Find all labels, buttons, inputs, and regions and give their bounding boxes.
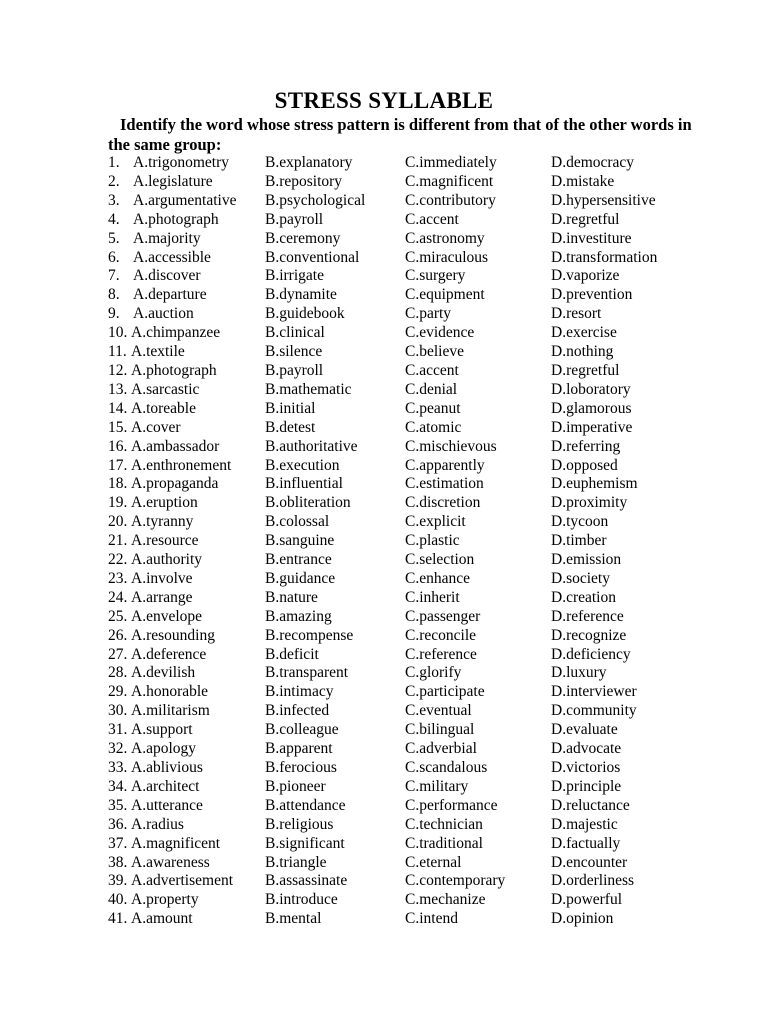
question-row: [108, 457, 728, 476]
option-c: C.reference: [405, 645, 477, 663]
option-d: D.mistake: [551, 172, 615, 190]
option-d: D.interviewer: [551, 683, 637, 701]
option-d: D.prevention: [551, 286, 633, 304]
option-c: C.surgery: [405, 267, 466, 285]
option-a: A.awareness: [131, 853, 210, 871]
question-number: 25.: [108, 607, 128, 625]
question-number: 30.: [108, 702, 128, 720]
question-number: 32.: [108, 740, 128, 758]
option-a: A.departure: [133, 286, 207, 304]
option-b: B.guidebook: [265, 305, 345, 323]
option-a: A.envelope: [131, 607, 203, 625]
option-b: B.transparent: [265, 664, 349, 682]
question-row: [108, 513, 728, 532]
option-a: A.apology: [131, 740, 197, 758]
option-a: A.photograph: [133, 210, 219, 228]
question-number: 9.: [108, 305, 120, 323]
option-d: D.resort: [551, 305, 602, 323]
option-c: C.reconcile: [405, 626, 477, 644]
option-d: D.advocate: [551, 740, 622, 758]
option-d: D.opinion: [551, 910, 614, 928]
option-d: D.proximity: [551, 494, 628, 512]
question-row: [108, 362, 728, 381]
option-a: A.discover: [133, 267, 201, 285]
option-a: A.magnificent: [131, 834, 221, 852]
question-row: [108, 608, 728, 627]
option-c: C.adverbial: [405, 740, 477, 758]
option-d: D.principle: [551, 777, 622, 795]
option-d: D.timber: [551, 532, 607, 550]
option-b: B.detest: [265, 418, 316, 436]
option-c: C.selection: [405, 551, 475, 569]
question-row: [108, 570, 728, 589]
option-b: B.payroll: [265, 361, 324, 379]
option-a: A.textile: [131, 343, 185, 361]
option-c: C.military: [405, 777, 469, 795]
question-row: [108, 249, 728, 268]
option-b: B.assassinate: [265, 872, 348, 890]
option-d: D.hypersensitive: [551, 191, 656, 209]
option-a: A.honorable: [131, 683, 209, 701]
option-a: A.cover: [131, 418, 181, 436]
option-d: D.recognize: [551, 626, 627, 644]
question-number: 14.: [108, 399, 128, 417]
option-a: A.photograph: [131, 361, 217, 379]
option-b: B.ferocious: [265, 759, 337, 776]
option-a: A.amount: [131, 910, 193, 928]
question-row: [108, 286, 728, 305]
question-row: [108, 551, 728, 570]
question-number: 22.: [108, 551, 128, 569]
question-number: 6.: [108, 248, 120, 266]
question-number: 16.: [108, 437, 128, 455]
question-number: 1.: [108, 154, 120, 171]
question-number: 33.: [108, 759, 128, 776]
question-row: [108, 910, 728, 929]
option-d: D.community: [551, 702, 637, 720]
option-d: D.orderliness: [551, 872, 635, 890]
option-d: D.emission: [551, 551, 622, 569]
option-b: B.repository: [265, 172, 343, 190]
option-c: C.estimation: [405, 475, 484, 493]
question-number: 39.: [108, 872, 128, 890]
option-a: A.arrange: [131, 588, 193, 606]
option-c: C.equipment: [405, 286, 485, 304]
option-d: D.imperative: [551, 418, 633, 436]
option-a: A.chimpanzee: [131, 324, 221, 342]
question-row: [108, 419, 728, 438]
option-b: B.intimacy: [265, 683, 334, 701]
question-number: 21.: [108, 532, 128, 550]
option-c: C.mechanize: [405, 891, 486, 909]
option-a: A.trigonometry: [133, 154, 229, 171]
question-number: 3.: [108, 191, 120, 209]
option-c: C.explicit: [405, 513, 466, 531]
question-number: 24.: [108, 588, 128, 606]
question-number: 15.: [108, 418, 128, 436]
page-title: STRESS SYLLABLE: [274, 88, 494, 113]
option-b: B.guidance: [265, 569, 336, 587]
option-b: B.colossal: [265, 513, 330, 531]
question-row: [108, 154, 728, 173]
option-d: D.factually: [551, 834, 621, 852]
option-d: D.nothing: [551, 343, 614, 361]
option-a: A.eruption: [131, 494, 198, 512]
option-d: D.vaporize: [551, 267, 620, 285]
option-c: C.peanut: [405, 399, 461, 417]
option-c: C.miraculous: [405, 248, 489, 266]
option-b: B.obliteration: [265, 494, 351, 512]
question-row: [108, 740, 728, 759]
option-b: B.initial: [265, 399, 316, 417]
option-b: B.irrigate: [265, 267, 324, 285]
option-b: B.attendance: [265, 796, 346, 814]
option-b: B.nature: [265, 588, 318, 606]
option-c: C.evidence: [405, 324, 475, 342]
option-a: A.involve: [131, 569, 193, 587]
option-c: C.traditional: [405, 834, 483, 852]
question-number: 37.: [108, 834, 128, 852]
option-d: D.democracy: [551, 154, 635, 171]
option-c: C.passenger: [405, 607, 481, 625]
question-row: [108, 305, 728, 324]
question-row: [108, 343, 728, 362]
option-c: C.party: [405, 305, 452, 323]
option-d: D.tycoon: [551, 513, 609, 531]
instructions-text: Identify the word whose stress pattern is different from that of the other words in the same group:: [108, 115, 692, 154]
option-b: B.dynamite: [265, 286, 337, 304]
question-number: 35.: [108, 796, 128, 814]
question-row: [108, 324, 728, 343]
question-number: 5.: [108, 229, 120, 247]
option-b: B.amazing: [265, 607, 332, 625]
option-c: C.bilingual: [405, 721, 475, 739]
question-row: [108, 854, 728, 873]
option-c: C.accent: [405, 361, 459, 379]
option-c: C.magnificent: [405, 172, 494, 190]
option-a: A.advertisement: [131, 872, 234, 890]
question-number: 12.: [108, 361, 128, 379]
question-number: 38.: [108, 853, 128, 871]
option-b: B.ceremony: [265, 229, 341, 247]
option-d: D.reference: [551, 607, 624, 625]
question-number: 27.: [108, 645, 128, 663]
question-row: [108, 211, 728, 230]
option-a: A.resource: [131, 532, 199, 550]
question-row: [108, 532, 728, 551]
option-a: A.support: [131, 721, 193, 739]
question-number: 18.: [108, 475, 128, 493]
option-b: B.sanguine: [265, 532, 335, 550]
question-row: [108, 835, 728, 854]
option-d: D.powerful: [551, 891, 623, 909]
question-row: [108, 589, 728, 608]
option-d: D.luxury: [551, 664, 607, 682]
option-b: B.pioneer: [265, 777, 326, 795]
option-c: C.inherit: [405, 588, 460, 606]
option-d: D.evaluate: [551, 721, 618, 739]
question-row: [108, 646, 728, 665]
option-a: A.enthronement: [131, 456, 232, 474]
question-row: [108, 778, 728, 797]
option-a: A.majority: [133, 229, 201, 247]
option-c: C.intend: [405, 910, 458, 928]
option-a: A.sarcastic: [131, 380, 200, 398]
option-a: A.utterance: [131, 796, 203, 814]
option-a: A.accessible: [133, 248, 211, 266]
option-b: B.significant: [265, 834, 345, 852]
option-b: B.mental: [265, 910, 322, 928]
option-b: B.mathematic: [265, 380, 352, 398]
question-list: [108, 154, 728, 929]
option-d: D.creation: [551, 588, 616, 606]
question-number: 26.: [108, 626, 128, 644]
option-d: D.glamorous: [551, 399, 632, 417]
option-b: B.deficit: [265, 645, 319, 663]
option-a: A.argumentative: [133, 191, 237, 209]
option-c: C.performance: [405, 796, 498, 814]
option-c: C.scandalous: [405, 759, 488, 776]
question-row: [108, 816, 728, 835]
option-d: D.majestic: [551, 815, 618, 833]
option-b: B.silence: [265, 343, 323, 361]
question-row: [108, 494, 728, 513]
question-row: [108, 872, 728, 891]
option-b: B.conventional: [265, 248, 360, 266]
option-b: B.infected: [265, 702, 330, 720]
option-a: A.devilish: [131, 664, 196, 682]
option-a: A.tyranny: [131, 513, 194, 531]
option-a: A.architect: [131, 777, 200, 795]
question-number: 11.: [108, 343, 127, 361]
option-a: A.authority: [131, 551, 203, 569]
option-b: B.execution: [265, 456, 340, 474]
option-d: D.society: [551, 569, 610, 587]
option-c: C.plastic: [405, 532, 460, 550]
question-row: [108, 627, 728, 646]
option-a: A.ambassador: [131, 437, 220, 455]
option-c: C.believe: [405, 343, 464, 361]
option-c: C.eternal: [405, 853, 462, 871]
question-row: [108, 438, 728, 457]
option-c: C.accent: [405, 210, 459, 228]
option-d: D.exercise: [551, 324, 617, 342]
option-a: A.militarism: [131, 702, 210, 720]
question-number: 23.: [108, 569, 128, 587]
option-b: B.psychological: [265, 191, 366, 209]
question-row: [108, 664, 728, 683]
option-c: C.denial: [405, 380, 458, 398]
option-d: D.investiture: [551, 229, 632, 247]
question-row: [108, 475, 728, 494]
question-number: 34.: [108, 777, 128, 795]
question-number: 17.: [108, 456, 128, 474]
option-d: D.opposed: [551, 456, 618, 474]
option-c: C.contemporary: [405, 872, 506, 890]
question-number: 41.: [108, 910, 128, 928]
question-number: 40.: [108, 891, 128, 909]
question-row: [108, 192, 728, 211]
option-c: C.immediately: [405, 154, 497, 171]
question-number: 10.: [108, 324, 128, 342]
question-number: 29.: [108, 683, 128, 701]
option-a: A.toreable: [131, 399, 196, 417]
option-c: C.enhance: [405, 569, 470, 587]
option-c: C.eventual: [405, 702, 472, 720]
option-c: C.astronomy: [405, 229, 485, 247]
option-d: D.deficiency: [551, 645, 631, 663]
option-c: C.technician: [405, 815, 483, 833]
option-d: D.regretful: [551, 361, 620, 379]
option-d: D.reluctance: [551, 796, 630, 814]
question-number: 2.: [108, 172, 120, 190]
option-c: C.participate: [405, 683, 485, 701]
question-row: [108, 721, 728, 740]
option-d: D.referring: [551, 437, 621, 455]
option-b: B.introduce: [265, 891, 338, 909]
option-c: C.mischievous: [405, 437, 497, 455]
question-number: 31.: [108, 721, 128, 739]
option-b: B.clinical: [265, 324, 325, 342]
question-row: [108, 173, 728, 192]
option-b: B.payroll: [265, 210, 324, 228]
option-c: C.discretion: [405, 494, 481, 512]
option-a: A.resounding: [131, 626, 215, 644]
option-a: A.ablivious: [131, 759, 203, 776]
option-a: A.auction: [133, 305, 194, 323]
question-number: 4.: [108, 210, 120, 228]
option-d: D.victorios: [551, 759, 621, 776]
option-b: B.apparent: [265, 740, 333, 758]
question-row: [108, 891, 728, 910]
question-number: 19.: [108, 494, 128, 512]
option-b: B.religious: [265, 815, 334, 833]
option-b: B.explanatory: [265, 154, 353, 171]
question-number: 28.: [108, 664, 128, 682]
option-b: B.entrance: [265, 551, 332, 569]
option-a: A.propaganda: [131, 475, 219, 493]
option-c: C.glorify: [405, 664, 462, 682]
option-d: D.loboratory: [551, 380, 631, 398]
question-row: [108, 797, 728, 816]
option-d: D.euphemism: [551, 475, 638, 493]
option-b: B.influential: [265, 475, 343, 493]
question-row: [108, 230, 728, 249]
question-number: 20.: [108, 513, 128, 531]
question-row: [108, 702, 728, 721]
option-a: A.property: [131, 891, 199, 909]
question-number: 36.: [108, 815, 128, 833]
question-number: 7.: [108, 267, 120, 285]
option-d: D.regretful: [551, 210, 620, 228]
option-d: D.transformation: [551, 248, 658, 266]
question-row: [108, 400, 728, 419]
question-row: [108, 267, 728, 286]
question-number: 13.: [108, 380, 128, 398]
option-c: C.contributory: [405, 191, 496, 209]
option-b: B.triangle: [265, 853, 327, 871]
option-b: B.recompense: [265, 626, 354, 644]
option-a: A.legislature: [133, 172, 213, 190]
question-row: [108, 759, 728, 778]
option-a: A.radius: [131, 815, 184, 833]
option-c: C.apparently: [405, 456, 485, 474]
option-d: D.encounter: [551, 853, 628, 871]
question-number: 8.: [108, 286, 120, 304]
option-a: A.deference: [131, 645, 207, 663]
option-c: C.atomic: [405, 418, 462, 436]
question-row: [108, 381, 728, 400]
option-b: B.colleague: [265, 721, 339, 739]
question-row: [108, 683, 728, 702]
option-b: B.authoritative: [265, 437, 358, 455]
